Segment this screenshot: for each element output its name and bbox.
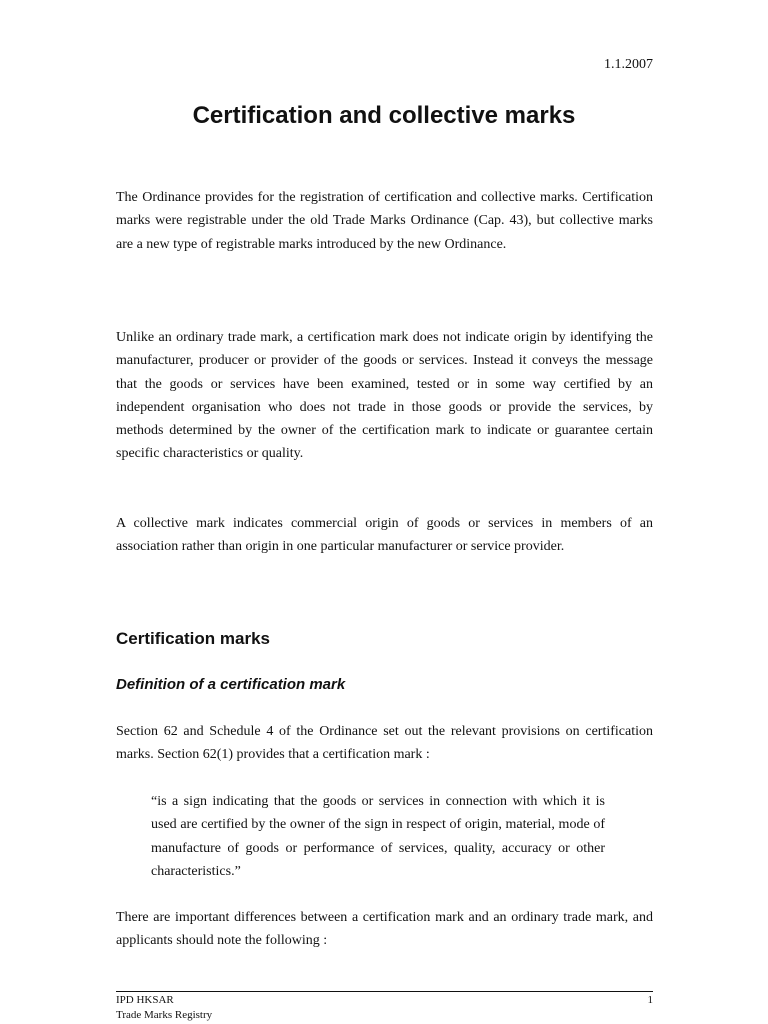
page-number: 1 (647, 994, 653, 1006)
intro-paragraph: The Ordinance provides for the registration of certification and collective marks. Certification marks were registrable under the old Trade Marks Ordinance (Cap. 43), but collective marks are a new type of registrable marks introduced by the new Ordinance. (116, 190, 653, 252)
footer-organisation-name: IPD HKSAR (116, 994, 174, 1006)
footer-department-name: Trade Marks Registry (116, 1009, 213, 1021)
certification-explanation-paragraph: Unlike an ordinary trade mark, a certification mark does not indicate origin by identifying the manufacturer, producer or provider of the goods or services. Instead it conveys the message that the goods or services have been examined, tested or in some way certified by an independent organisation who does not trade in those goods or provide the services, by methods determined by the owner of the certification mark to indicate or guarantee certain specific characteristics or quality. (116, 330, 653, 462)
footer-organisation (116, 993, 212, 1023)
definition-intro-paragraph: Section 62 and Schedule 4 of the Ordinance set out the relevant provisions on certification marks. Section 62(1) provides that a certification mark : (116, 724, 653, 763)
definition-quote: “is a sign indicating that the goods or services in connection with which it is used are certified by the owner of the sign in respect of origin, material, mode of manufacture of goods or performance of services, quality, accuracy or other characteristics.” (151, 794, 605, 879)
page-title: Certification and collective marks (192, 102, 576, 129)
subsection-heading: Definition of a certification mark (116, 676, 346, 693)
document-date: 1.1.2007 (604, 57, 653, 72)
section-heading: Certification marks (116, 629, 270, 648)
collective-mark-paragraph: A collective mark indicates commercial origin of goods or services in members of an association rather than origin in one particular manufacturer or service provider. (116, 516, 653, 555)
footer-divider (116, 991, 653, 992)
differences-intro-paragraph: There are important differences between a certification mark and an ordinary trade mark, and applicants should note the following : (116, 910, 653, 949)
